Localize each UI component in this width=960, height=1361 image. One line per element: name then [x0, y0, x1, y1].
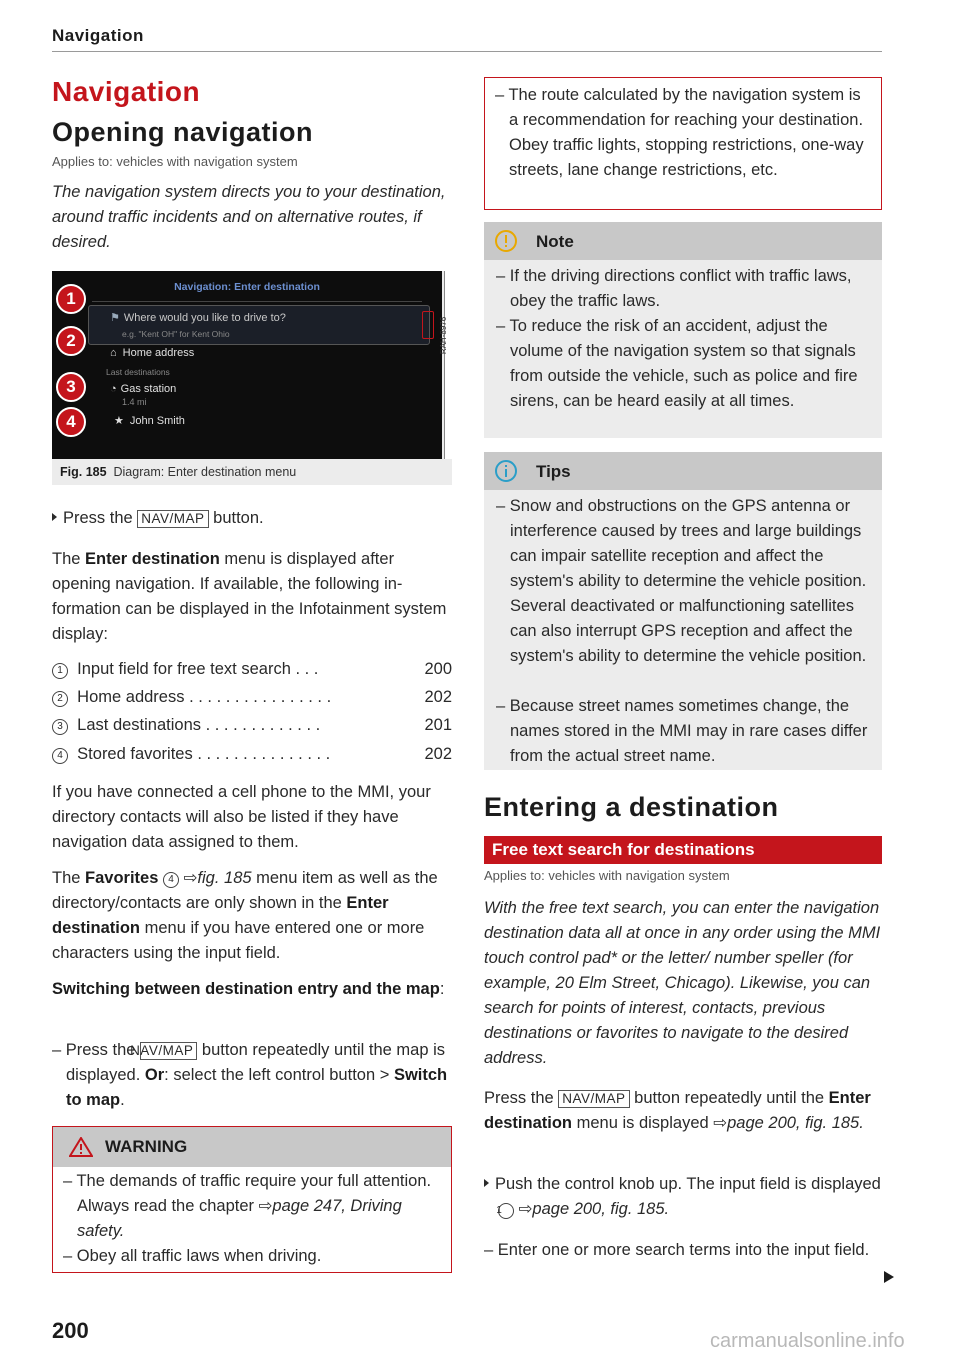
warning-box [52, 1126, 452, 1273]
figure-185 [52, 271, 452, 485]
section-title-entering: Entering a destination [484, 792, 779, 822]
search-icon: ⚑ [110, 312, 120, 324]
tips-title: Tips [536, 462, 571, 481]
figure-code: RAH-8976 [444, 271, 453, 459]
home-icon: ⌂ [110, 347, 117, 359]
nav-map-key-2: NAV/MAP [140, 1042, 197, 1060]
tips-item-1: – Snow and obstructions on the GPS antenna or interference caused by trees and large buildings can impair satellite reception and affect the system's ability to determine the vehicle position. Several deactivated or malfunctioning satellites can also interrupt GPS reception and affect the system's ability to determine the vehicle position. [496, 497, 867, 665]
callout-4: 4 [56, 407, 86, 437]
screen-title: Navigation: Enter destination [174, 281, 320, 293]
route-warning-box [484, 77, 882, 210]
intro-text-2: With the free text search, you can enter the navigation destination data all at once in any order using the MMI touch control pad* or the letter/ number speller (for example, 20 Elm Street, Chicago). Likewise, you can search for points of interest, contacts, previous destinations or favorites to navigate to the desired address. [484, 899, 881, 1067]
paragraph-1: The Enter destination menu is displayed after opening navigation. If available, the following information can be displayed in the Infotainment system display: [52, 550, 447, 643]
screen-row-gas-sub: 1.4 mi [122, 397, 147, 407]
warning-title: WARNING [105, 1137, 188, 1156]
warning-item-2: – Obey all traffic laws when driving. [63, 1247, 322, 1265]
header-rule [52, 51, 882, 52]
step-arrow-icon [52, 513, 57, 521]
applies-to: Applies to: vehicles with navigation system [52, 154, 298, 169]
screen-divider [92, 301, 422, 302]
press-nav-map-2: Press the NAV/MAP button repeatedly until the Enter destination menu is displayed ⇨page 200, fig. 185. [484, 1089, 871, 1132]
switching-step: – Press the NAV/MAP button repeatedly until the map is displayed. Or: select the left control button > Switch to map. [52, 1041, 448, 1109]
info-icon [494, 459, 518, 483]
note-item-1: – If the driving directions conflict with traffic laws, obey the traffic laws. [496, 267, 852, 310]
note-icon [494, 229, 518, 253]
note-header [484, 222, 882, 260]
legend-item-2: 2 Home address . . . . . . . . . . . . . . . . 202 [52, 688, 452, 707]
screen-row-favorite: ★ John Smith [114, 415, 185, 427]
note-body [484, 260, 882, 438]
figure-caption: Fig. 185 Diagram: Enter destination menu [60, 465, 297, 479]
screen-row-last: Last destinations [106, 367, 170, 377]
mmi-screen [52, 271, 442, 459]
watermark: carmanualsonline.info [710, 1330, 905, 1352]
section-title-red: Navigation [52, 76, 201, 107]
subsection-bar: Free text search for destinations [484, 836, 882, 864]
step-push-knob: Push the control knob up. The input field is displayed 1 ⇨page 200, fig. 185. [484, 1172, 882, 1222]
step-arrow-icon-2 [484, 1179, 489, 1187]
screen-row-gas: ◔ Gas station [110, 383, 177, 395]
step-enter-terms: – Enter one or more search terms into the input field. [484, 1241, 870, 1259]
legend-item-3: 3 Last destinations . . . . . . . . . . . . . 201 [52, 716, 452, 735]
callout-1: 1 [56, 284, 86, 314]
route-text: – The route calculated by the navigation system is a recommendation for reaching your destination. Obey traffic lights, stopping restrictions, one-way streets, lane change restrictions, etc. [495, 86, 864, 179]
callout-3: 3 [56, 372, 86, 402]
switching-heading: Switching between destination entry and the map: [52, 980, 445, 998]
gas-icon: ◔ [110, 383, 117, 395]
running-header: Navigation [52, 26, 144, 45]
legend-item-4: 4 Stored favorites . . . . . . . . . . . . . . . 202 [52, 745, 452, 764]
warning-triangle-icon [69, 1137, 93, 1157]
nav-map-key: NAV/MAP [137, 510, 208, 528]
intro-text: The navigation system directs you to your destination, around traffic incidents and on alternative routes, if desired. [52, 183, 446, 251]
screen-row-hint: e.g. "Kent OH" for Kent Ohio [122, 329, 230, 339]
legend-item-1: 1 Input field for free text search . . . 200 [52, 660, 452, 679]
callout-2: 2 [56, 326, 86, 356]
screen-row-home: ⌂ Home address [110, 347, 195, 359]
note-item-2: – To reduce the risk of an accident, adjust the volume of the navigation system so that signals from outside the vehicle, such as police and fire sirens, can be heard easily at all times. [496, 317, 858, 410]
tips-item-2: – Because street names sometimes change, the names stored in the MMI may in rare cases differ from the actual street name. [496, 697, 868, 765]
page-title: Opening navigation [52, 117, 314, 147]
note-title: Note [536, 232, 574, 251]
page-number: 200 [52, 1318, 89, 1343]
nav-map-key-3: NAV/MAP [558, 1090, 629, 1108]
screen-row-input: ⚑ Where would you like to drive to? [110, 312, 286, 324]
applies-to-2: Applies to: vehicles with navigation system [484, 868, 730, 883]
continue-arrow-icon [884, 1271, 894, 1283]
paragraph-3: The Favorites 4 ⇨fig. 185 menu item as well as the directory/contacts are only shown in the Enter destination menu if you have entered one or more characters using the input field. [52, 869, 438, 962]
tips-body [484, 490, 882, 770]
paragraph-2: If you have connected a cell phone to the MMI, your directory contacts will also be listed if they have navigation data assigned to them. [52, 783, 431, 851]
star-icon: ★ [114, 415, 124, 427]
press-nav-map: Press the NAV/MAP button. [52, 506, 264, 531]
warning-header [53, 1127, 451, 1167]
scroll-indicator [422, 311, 434, 339]
tips-header [484, 452, 882, 490]
warning-item-1: – The demands of traffic require your full attention. Always read the chapter ⇨page 247, Driving safety. [63, 1172, 432, 1240]
